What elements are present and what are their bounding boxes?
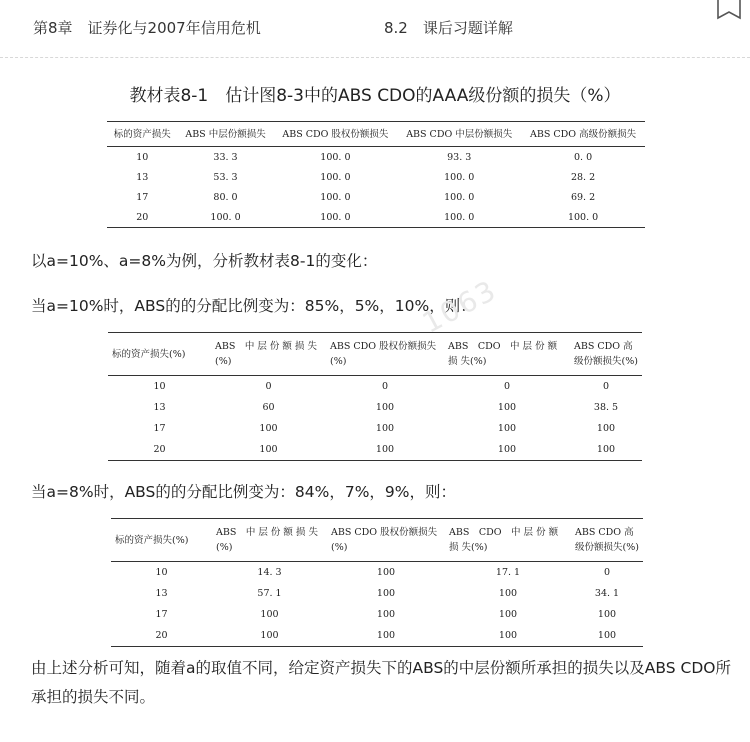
table-cell: 100 [376,567,396,578]
table-row [108,418,642,439]
paragraph-conclusion: 由上述分析可知，随着a的取值不同，给定资产损失下的ABS的中层份额所承担的损失以及ABS CDO所承担的损失不同。 [31,659,731,706]
col-header: ABS CDO 高级份额损失(%) [575,527,639,553]
table-cell: 69. 2 [570,191,596,203]
table-cell: 0 [265,381,272,392]
section-title: 8.2 课后习题详解 [384,19,513,37]
table-cell: 100 [596,444,616,455]
page-header [0,0,750,58]
table-header-row [111,519,643,562]
table-row [107,147,645,168]
table-row [107,207,645,228]
table-cell: 100 [375,423,395,434]
table-cell: 20 [136,211,149,223]
table-row [111,583,643,604]
table-cell: 38. 5 [593,402,619,413]
table-cell: 100. 0 [444,211,475,223]
table-cell: 20 [153,444,166,455]
col-header: ABS CDO 高级份额损失 [530,128,637,140]
table-cell: 33. 3 [213,151,238,163]
col-header: ABS 中层份额损失 [185,128,266,140]
col-header: ABS 中 层 份 额 损 失(%) [215,341,317,367]
table-cell: 100 [375,444,395,455]
table-cell: 100 [497,444,517,455]
table-cell: 20 [155,630,168,641]
table-cell: 0 [381,381,389,392]
table-cell: 100 [259,423,278,434]
col-header: ABS CDO 股权份额损失 [282,128,389,140]
table-cell: 100 [497,402,517,413]
col-header: ABS CDO 中 层 份 额 损 失(%) [448,341,558,367]
table-caption: 教材表8-1 估计图8-3中的ABS CDO的AAA级份额的损失（%） [129,86,621,106]
table-row [107,167,645,187]
table-header-row [107,122,645,147]
col-header: ABS CDO 股权份额损失(%) [330,341,437,367]
col-header: ABS CDO 中 层 份 额 损 失(%) [449,527,559,553]
chapter-title: 第8章 证券化与2007年信用危机 [33,19,261,37]
watermark: 1063 [416,273,503,340]
col-header: ABS 中 层 份 额 损 失(%) [216,527,318,553]
table-cell: 100 [260,609,279,620]
table-cell: 100 [597,609,617,620]
col-header: ABS CDO 中层份额损失 [406,128,513,140]
table-cell: 0 [503,381,511,392]
loss-table-a8 [111,518,643,647]
table-cell: 53. 3 [213,171,238,183]
table-cell: 0. 0 [574,151,593,163]
loss-table-original [107,121,645,228]
table-cell: 93. 3 [447,151,472,163]
table-cell: 10 [136,151,149,163]
table-cell: 10 [155,567,168,578]
table-cell: 0 [602,381,610,392]
table-cell: 60 [262,402,275,413]
table-cell: 100 [376,609,396,620]
table-cell: 100. 0 [320,191,351,203]
table-cell: 100 [597,630,617,641]
table-cell: 17. 1 [495,567,521,578]
col-header: 标的资产损失 [113,128,171,140]
table-cell: 100. 0 [320,151,351,163]
table-cell: 13 [155,588,168,599]
table-row [108,397,642,418]
table-row [108,376,642,398]
col-header: 标的资产损失(%) [115,534,189,546]
table-row [111,562,643,584]
bookmark-icon[interactable] [716,0,742,20]
table-cell: 100 [498,630,518,641]
table-cell: 14. 3 [257,567,282,578]
paragraph-intro: 以a=10%、a=8%为例，分析教材表8-1的变化： [31,252,378,270]
table-cell: 100 [259,444,278,455]
paragraph-a8: 当a=8%时，ABS的的分配比例变为：84%，7%，9%，则： [31,483,457,501]
table-cell: 100. 0 [567,211,599,223]
table-cell: 100. 0 [320,171,351,183]
table-cell: 10 [153,381,166,392]
table-row [111,604,643,625]
table-cell: 100 [375,402,395,413]
table-cell: 100 [596,423,616,434]
table-cell: 34. 1 [594,588,620,599]
col-header: 标的资产损失(%) [112,348,186,360]
table-cell: 100 [260,630,279,641]
table-cell: 100 [376,630,396,641]
table-cell: 100 [498,609,518,620]
table-cell: 28. 2 [570,171,596,183]
table-cell: 100 [376,588,396,599]
table-cell: 100. 0 [444,171,475,183]
table-cell: 100 [498,588,518,599]
table-cell: 17 [155,609,168,620]
table-cell: 100. 0 [320,211,351,223]
table-cell: 100. 0 [210,211,241,223]
col-header: ABS CDO 股权份额损失(%) [331,527,438,553]
table-cell: 17 [136,191,149,203]
paragraph-a10: 当a=10%时，ABS的的分配比例变为：85%，5%，10%，则： [31,297,476,315]
table-row [108,439,642,461]
table-row [107,187,645,207]
table-row [111,625,643,647]
table-cell: 57. 1 [257,588,282,599]
table-cell: 17 [153,423,166,434]
table-cell: 13 [153,402,166,413]
table-cell: 13 [136,171,149,183]
table-cell: 80. 0 [213,191,238,203]
table-cell: 100. 0 [444,191,475,203]
col-header: ABS CDO 高级份额损失(%) [574,341,638,367]
loss-table-a10 [108,332,642,461]
table-cell: 100 [497,423,517,434]
table-header-row [108,333,642,376]
table-cell: 0 [603,567,611,578]
